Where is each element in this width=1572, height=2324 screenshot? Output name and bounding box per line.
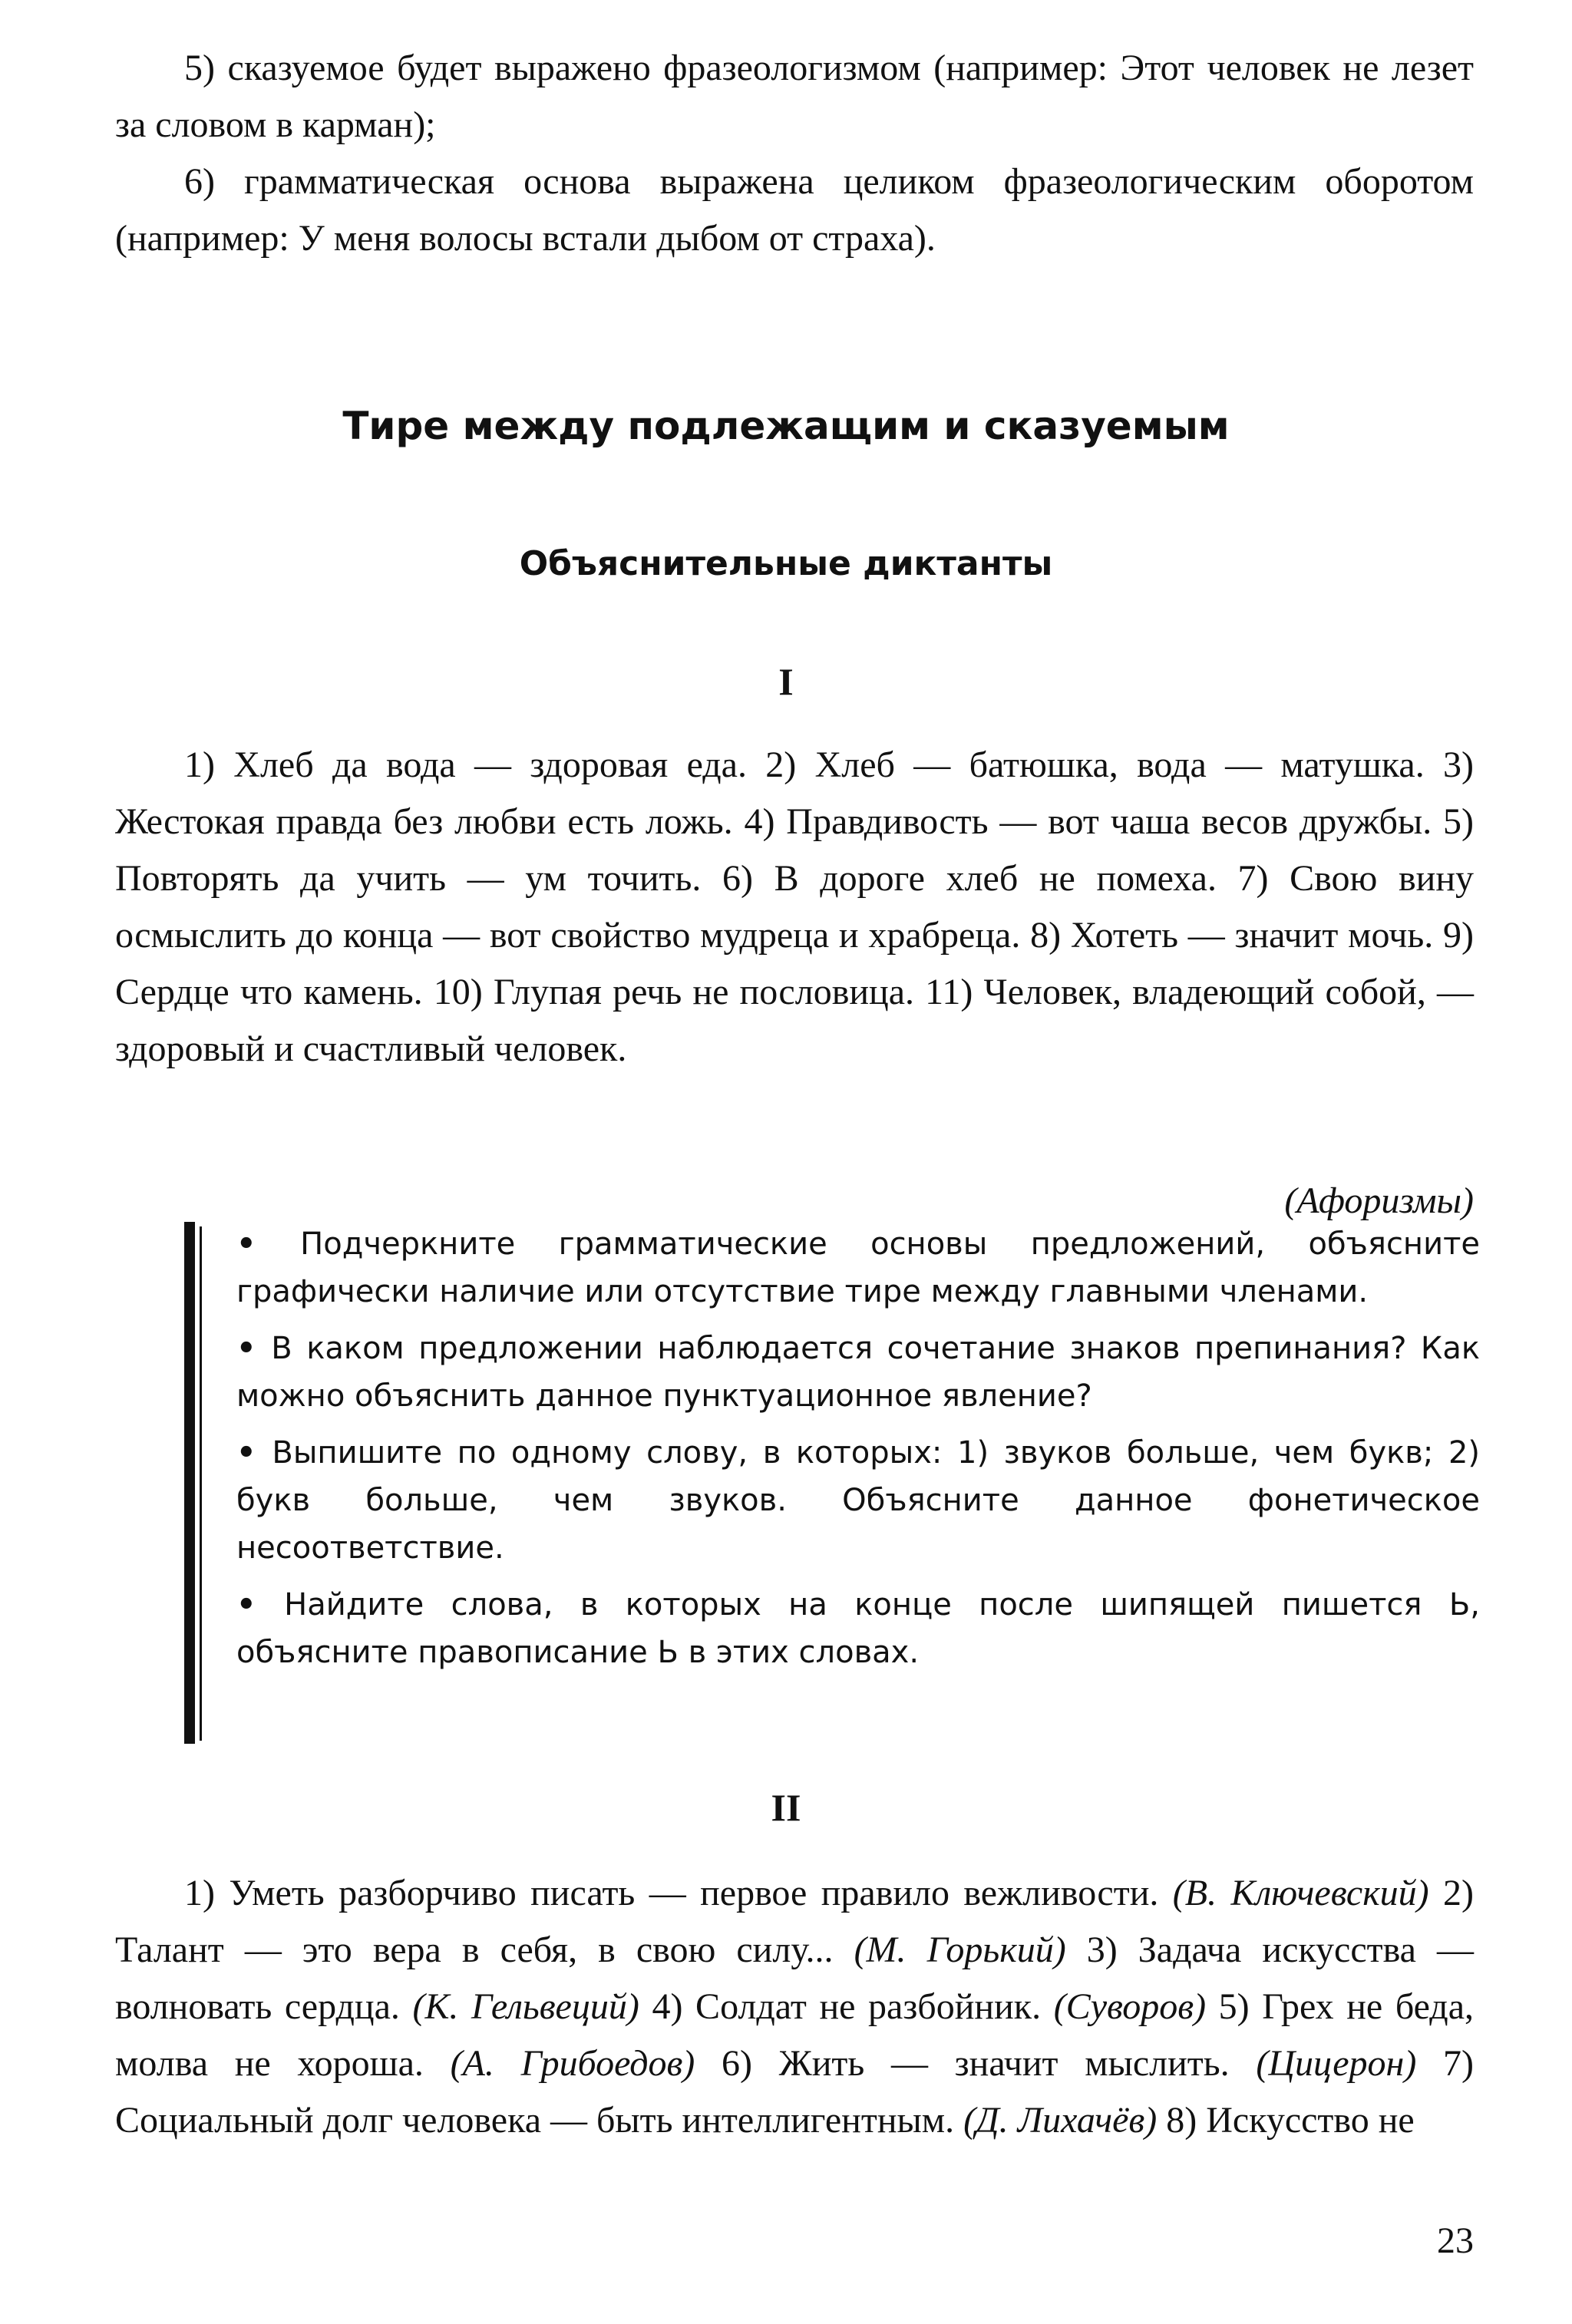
- section-title: Тире между подлежащим и сказуемым: [342, 404, 1230, 448]
- author-attribution: (А. Грибоедов): [450, 2043, 695, 2084]
- task-box-bar: [184, 1222, 195, 1744]
- author-attribution: (Д. Лихачёв): [963, 2100, 1158, 2141]
- dictation-2-text: [115, 1865, 1474, 2149]
- author-attribution: (К. Гельвеций): [412, 1986, 639, 2027]
- task-list: [190, 1220, 1480, 1676]
- dictation-1-text: 1) Хлеб да вода — здоровая еда. 2) Хлеб — батюшка, вода — матушка. 3) Жестокая правда без любви есть ложь. 4) Правдивость — вот чаша весов дружбы. 5) Повторять да учить — ум точить. 6) В дороге хлеб не помеха. 7) Свою вину осмыслить до конца — вот свойство мудреца и храбреца. 8) Хотеть — значит мочь. 9) Сердце что камень. 10) Глупая речь не пословица. 11) Человек, владеющий собой, — здоровый и счастливый человек.: [115, 744, 1474, 1069]
- intro-item-5: 5) сказуемое будет выражено фразеологизмом (например: Этот человек не лезет за словом в карман);: [115, 48, 1474, 145]
- dictation-2-sentence: 4) Солдат не разбойник.: [639, 1986, 1054, 2027]
- task-item: • В каком предложении наблюдается сочетание знаков препинания? Как можно объяснить данное пунктуационное явление?: [236, 1325, 1480, 1420]
- author-attribution: (Суворов): [1053, 1986, 1207, 2027]
- task-item: • Выпишите по одному слову, в которых: 1) звуков больше, чем букв; 2) букв больше, чем звуков. Объясните данное фонетическое несоответствие.: [236, 1429, 1480, 1572]
- task-item: • Подчеркните грамматические основы предложений, объясните графически наличие или отсутствие тире между главными членами.: [236, 1220, 1480, 1316]
- dictation-2-sentence: 6) Жить — значит мыслить.: [695, 2043, 1257, 2084]
- task-box-bar-thin: [200, 1226, 202, 1741]
- author-attribution: (В. Ключевский): [1172, 1873, 1429, 1913]
- dictation-1-numeral: I: [778, 660, 794, 703]
- dictation-2-text-block: [115, 1865, 1474, 2149]
- dictation-2-sentence: 2) Талант — это вера в себя, в свою силу...: [115, 1873, 1475, 1970]
- task-item: • Найдите слова, в которых на конце после шипящей пишется Ь, объясните правописание Ь в этих словах.: [236, 1581, 1480, 1676]
- dictation-1-source-text: (Афоризмы): [1284, 1180, 1474, 1221]
- task-box: [190, 1220, 1480, 1685]
- dictation-1-text-block: [115, 737, 1474, 1078]
- dictation-2-sentence: 5) Грех не беда, молва не хороша.: [115, 1986, 1475, 2084]
- subsection-title: Объяснительные диктанты: [519, 544, 1053, 583]
- intro-item-6: 6) грамматическая основа выражена целиком фразеологическим оборотом (например: У меня волосы встали дыбом от страха).: [115, 161, 1474, 259]
- dictation-2-sentence: 7) Социальный долг человека — быть интеллигентным.: [115, 2043, 1475, 2141]
- author-attribution: (Цицерон): [1256, 2043, 1417, 2084]
- author-attribution: (М. Горький): [854, 1930, 1066, 1970]
- page-number: 23: [1437, 2220, 1474, 2261]
- dictation-2-sentence: 3) Задача искусства — волновать сердца.: [115, 1930, 1474, 2027]
- dictation-2-sentence: 1) Уметь разборчиво писать — первое правило вежливости.: [184, 1873, 1173, 1913]
- dictation-2-numeral: II: [771, 1786, 801, 1829]
- dictation-2-sentence: 8) Искусство не: [1157, 2100, 1415, 2141]
- intro-list: [115, 40, 1474, 267]
